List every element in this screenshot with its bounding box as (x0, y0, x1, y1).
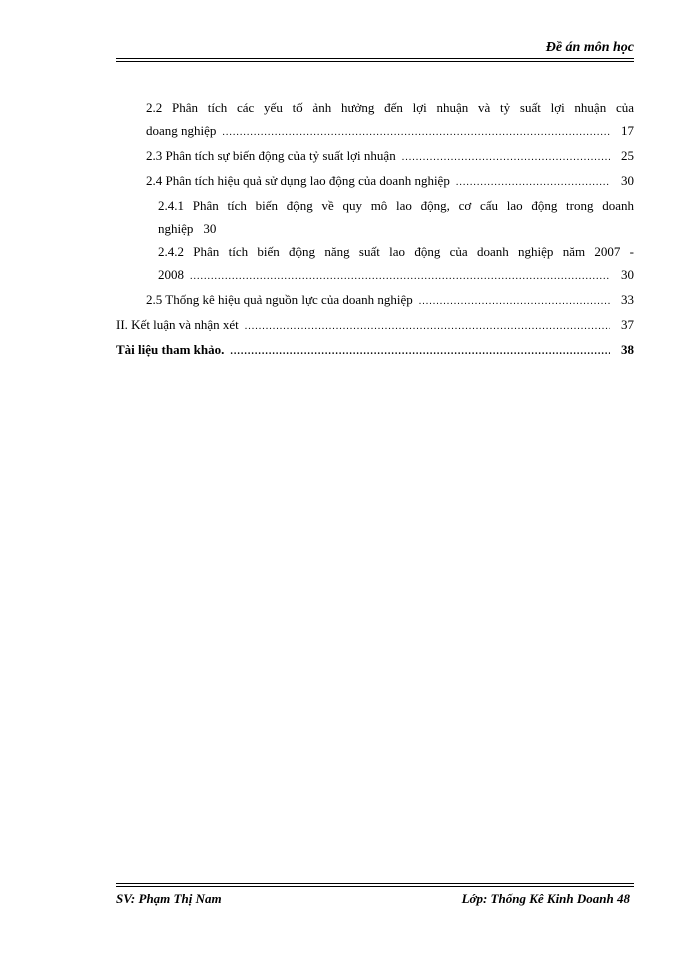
toc-entry-2-2[interactable] (116, 96, 634, 119)
toc-entry-text: 2.5 Thống kê hiệu quả nguồn lực của doanh nghiệp (146, 292, 413, 307)
toc-entry-2-5[interactable] (116, 288, 634, 313)
footer-rule (116, 886, 634, 887)
footer-rule-thin (116, 883, 634, 884)
toc-entry-2-2-cont[interactable] (116, 119, 634, 144)
toc-entry-text: nghiệp (158, 221, 194, 236)
toc-entry-text: doang nghiệp (146, 123, 217, 138)
footer-class: Lớp: Thống Kê Kinh Doanh 48 (461, 891, 630, 906)
toc-entry-text: 2.4.2 Phân tích biến động năng suất lao động của doanh nghiệp năm 2007 - (158, 244, 634, 259)
leader-dots (222, 121, 610, 144)
toc-entry-2-4-1[interactable] (116, 194, 634, 217)
toc-page-number: 33 (621, 292, 634, 307)
toc-entry-text: II. Kết luận và nhận xét (116, 317, 239, 332)
toc-entry-text: Tài liệu tham khảo. (116, 342, 225, 357)
toc-entry-text: 2008 (158, 267, 184, 282)
toc-page-number: 37 (621, 317, 634, 332)
leader-dots (190, 265, 610, 288)
toc-entry-2-3[interactable] (116, 144, 634, 169)
leader-dots (230, 340, 610, 363)
toc-entry-2-4[interactable] (116, 169, 634, 194)
leader-dots (419, 290, 610, 313)
toc-page-number: 25 (621, 148, 634, 163)
toc-entry-2-4-2[interactable] (116, 240, 634, 263)
toc-page-number: 17 (621, 123, 634, 138)
toc-entry-2-4-2-cont[interactable] (116, 263, 634, 288)
leader-dots (456, 171, 610, 194)
toc-page-number: 38 (621, 342, 634, 357)
toc-entry-text: 2.4 Phân tích hiệu quả sử dụng lao động của doanh nghiệp (146, 173, 450, 188)
header-title: Đề án môn học (545, 40, 634, 55)
toc-entry-text: 2.4.1 Phân tích biến động về quy mô lao động, cơ cấu lao động trong doanh (158, 198, 634, 213)
toc-entry-references[interactable] (116, 338, 634, 363)
footer-student: SV: Phạm Thị Nam (116, 891, 222, 906)
toc-entry-text: 2.2 Phân tích các yếu tố ảnh hưởng đến lợi nhuận và tỷ suất lợi nhuận của (146, 100, 634, 115)
toc-page-number: 30 (203, 221, 217, 236)
toc-page-number: 30 (621, 267, 634, 282)
header-rule (116, 58, 634, 59)
header-rule-thin (116, 61, 634, 62)
toc-entry-text: 2.3 Phân tích sự biến động của tỷ suất lợi nhuận (146, 148, 396, 163)
leader-dots (402, 146, 610, 169)
toc-entry-II[interactable] (116, 313, 634, 338)
toc-entry-2-4-1-cont[interactable] (116, 217, 634, 240)
toc-page-number: 30 (621, 173, 634, 188)
leader-dots (245, 315, 610, 338)
table-of-contents (116, 96, 634, 363)
